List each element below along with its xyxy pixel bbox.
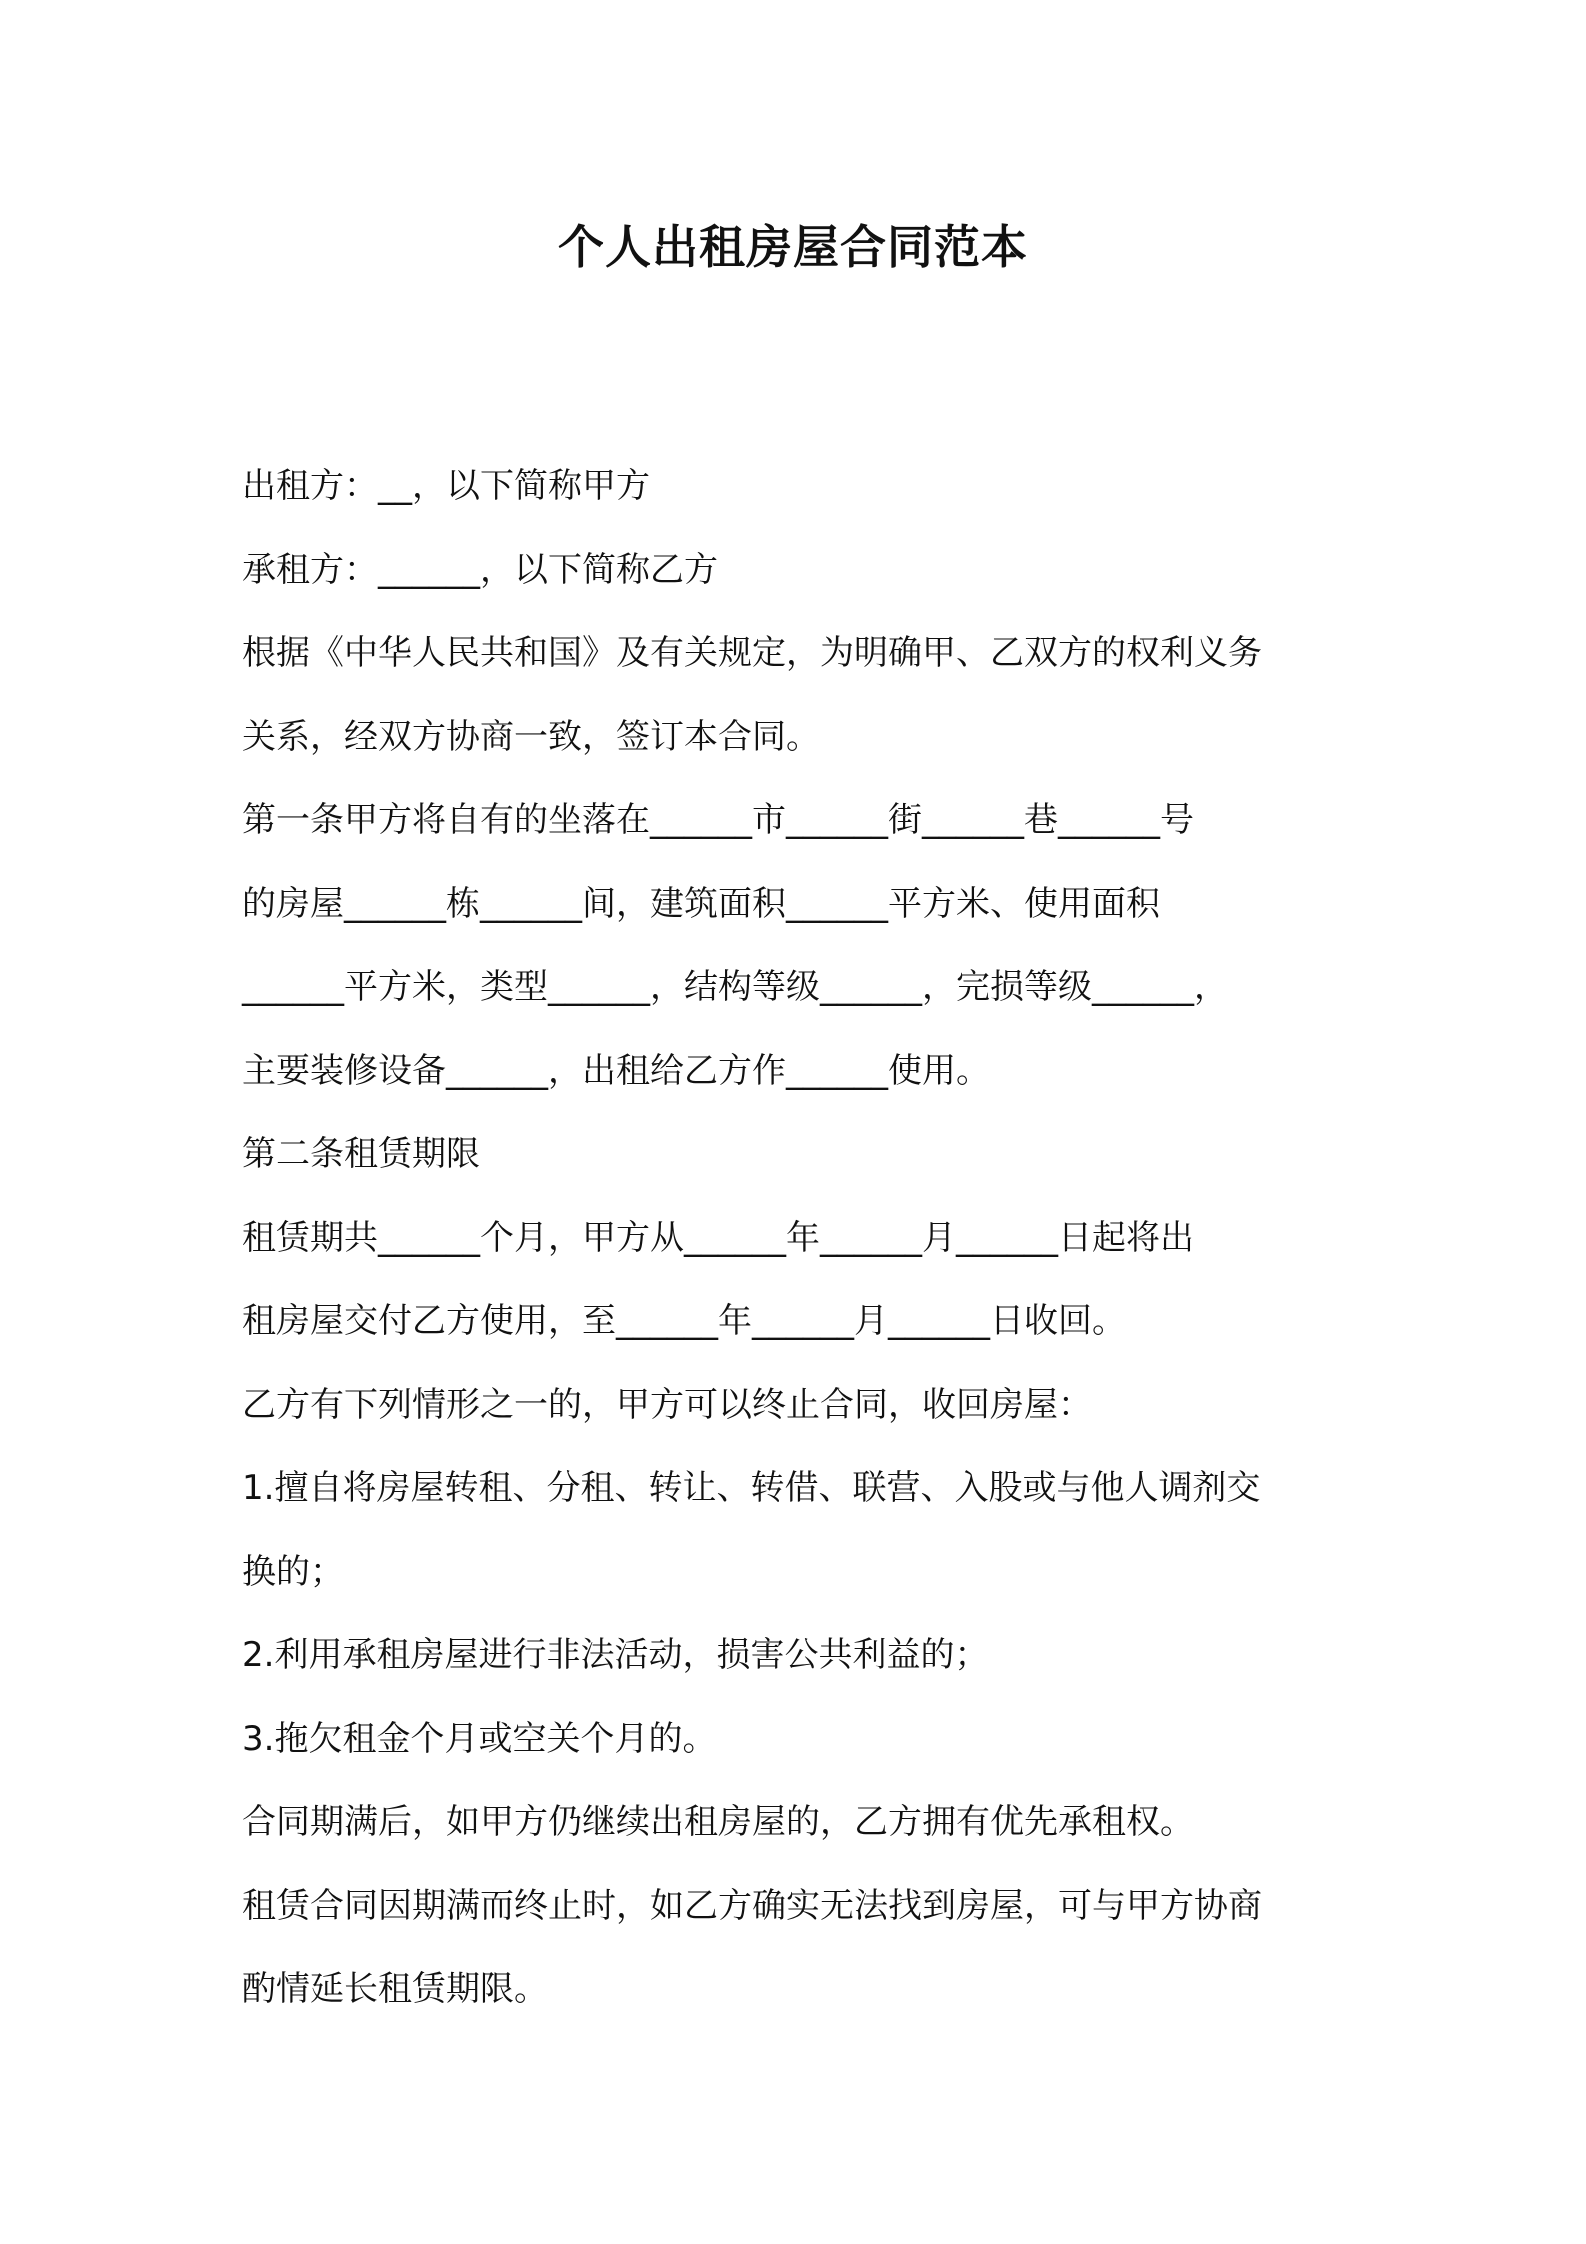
text-line: ______平方米，类型______，结构等级______，完损等级______， bbox=[242, 967, 1228, 1007]
text-line: 3.拖欠租金个月或空关个月的。 bbox=[242, 1718, 717, 1759]
text-line: 1.擅自将房屋转租、分租、转让、转借、联营、入股或与他人调剂交 bbox=[242, 1468, 1261, 1508]
text-line: 换的； bbox=[242, 1551, 344, 1592]
text-line: 酌情延长租赁期限。 bbox=[242, 1969, 548, 2009]
text-line: 2.利用承租房屋进行非法活动，损害公共利益的； bbox=[242, 1635, 989, 1675]
document-title: 个人出租房屋合同范本 bbox=[558, 220, 1028, 274]
document-body bbox=[242, 445, 1382, 2032]
text-line: 根据《中华人民共和国》及有关规定，为明确甲、乙双方的权利义务 bbox=[242, 633, 1262, 673]
text-line: 主要装修设备______，出租给乙方作______使用。 bbox=[242, 1050, 990, 1091]
text-line: 租房屋交付乙方使用，至______年______月______日收回。 bbox=[242, 1301, 1126, 1341]
text-line: 第一条甲方将自有的坐落在______市______街______巷______号 bbox=[242, 800, 1194, 840]
text-line: 租赁合同因期满而终止时，如乙方确实无法找到房屋，可与甲方协商 bbox=[242, 1885, 1262, 1926]
text-line: 关系，经双方协商一致，签订本合同。 bbox=[242, 716, 820, 757]
text-line: 合同期满后，如甲方仍继续出租房屋的，乙方拥有优先承租权。 bbox=[242, 1802, 1194, 1842]
text-line: 第二条租赁期限 bbox=[242, 1134, 480, 1174]
text-line: 出租方：__，以下简称甲方 bbox=[242, 466, 650, 506]
text-line: 的房屋______栋______间，建筑面积______平方米、使用面积 bbox=[242, 883, 1160, 924]
text-line: 乙方有下列情形之一的，甲方可以终止合同，收回房屋： bbox=[242, 1384, 1092, 1425]
text-line: 承租方：______，以下简称乙方 bbox=[242, 549, 718, 590]
text-line: 租赁期共______个月，甲方从______年______月______日起将出 bbox=[242, 1217, 1194, 1258]
